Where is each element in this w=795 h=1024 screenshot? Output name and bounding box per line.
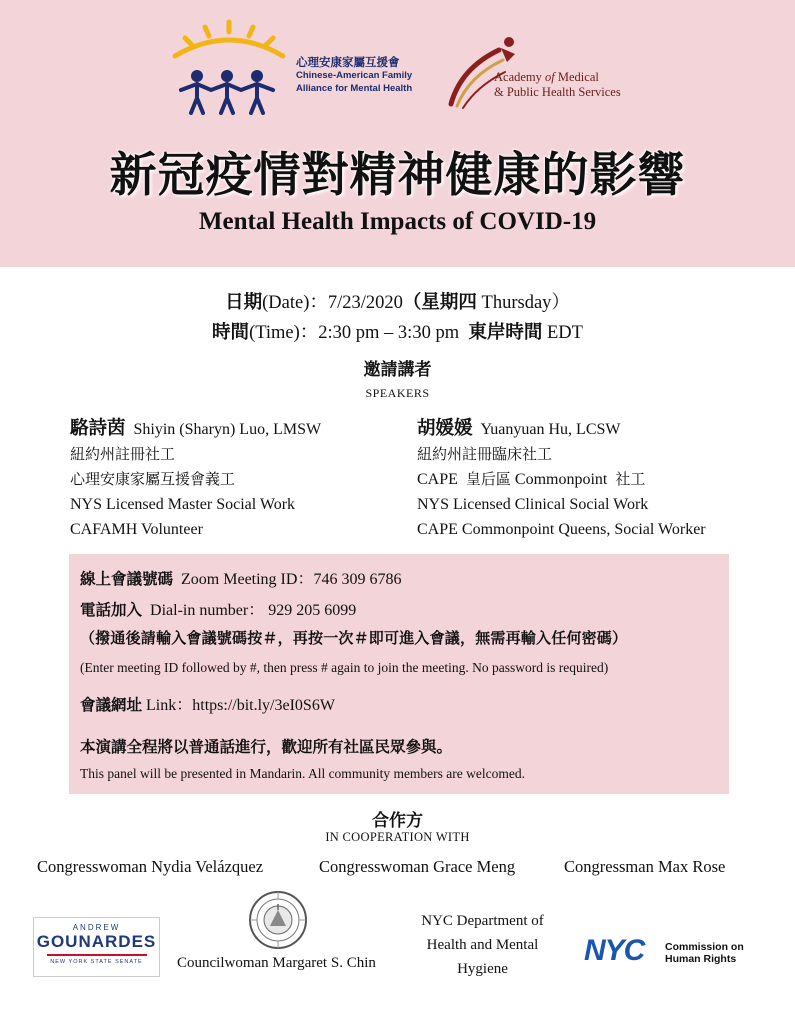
amphs-word-of: of <box>545 70 555 84</box>
gounardes-first-name: ANDREW <box>72 923 121 932</box>
chr-line-1: Commission on <box>665 941 744 953</box>
nyc-logo: NYC <box>584 934 645 967</box>
timezone-cn: 東岸時間 <box>468 322 543 343</box>
speaker-card <box>70 416 410 542</box>
dial-label-cn: 電話加入 <box>80 601 143 619</box>
speakers-heading-en: SPEAKERS <box>365 386 430 400</box>
zoom-label-cn: 線上會議號碼 <box>80 570 174 588</box>
date-value: 7/23/2020 <box>327 293 403 313</box>
language-note-en: This panel will be presented in Mandarin. All community members are welcomed. <box>80 766 526 781</box>
speaker-name-cn: 駱詩茵 <box>70 418 126 439</box>
speaker-name-en: Shiyin (Sharyn) Luo, LMSW <box>133 421 322 438</box>
amphs-name-line-1 <box>494 70 654 85</box>
affiliation-part: 社工 <box>615 470 646 488</box>
amphs-word-academy: Academy <box>494 70 546 84</box>
commission-human-rights <box>665 941 744 965</box>
amphs-word-medical: Medical <box>554 70 599 84</box>
doh-line-1: NYC Department of <box>421 913 544 929</box>
speaker-name-en: Yuanyuan Hu, LCSW <box>480 421 621 438</box>
gounardes-logo <box>33 917 160 977</box>
partner-name: Congressman Max Rose <box>564 857 726 876</box>
affiliation-part: CAPE <box>417 471 458 488</box>
speaker-title-en: NYS Licensed Clinical Social Work <box>417 496 649 513</box>
speaker-name <box>70 416 410 442</box>
cafamh-name-en-2: Alliance for Mental Health <box>296 83 413 94</box>
meeting-link[interactable]: https://bit.ly/3eI0S6W <box>192 697 335 714</box>
speaker-name <box>417 416 777 442</box>
amphs-name <box>494 70 654 100</box>
time-value: 2:30 pm – 3:30 pm <box>318 323 460 343</box>
dial-in-row <box>80 597 356 620</box>
affiliation-part: Commonpoint <box>514 471 608 488</box>
link-row <box>80 692 335 715</box>
time-label-cn: 時間 <box>212 322 250 343</box>
gounardes-last-name: GOUNARDES <box>36 932 157 951</box>
speakers-heading-cn: 邀請講者 <box>363 360 432 380</box>
doh-line-3: Hygiene <box>457 961 508 977</box>
speaker-title-cn: 紐約州註冊臨床社工 <box>417 445 553 463</box>
dial-number: 929 205 6099 <box>268 602 357 619</box>
councilwoman-chin: Councilwoman Margaret S. Chin <box>177 955 376 971</box>
zoom-id: 746 309 6786 <box>313 571 402 588</box>
time-line <box>0 318 795 344</box>
cafamh-name-en-1: Chinese-American Family <box>296 70 413 81</box>
doh-line-2: Health and Mental <box>426 937 539 953</box>
timezone-en: EDT <box>546 323 583 343</box>
speaker-affiliation-mixed <box>417 467 777 492</box>
partner-name: Congresswoman Nydia Velázquez <box>37 857 264 876</box>
gounardes-rule <box>47 954 147 956</box>
date-line <box>0 288 795 314</box>
speaker-title-cn: 紐約州註冊社工 <box>70 445 176 463</box>
title-en: Mental Health Impacts of COVID-19 <box>198 208 597 235</box>
dial-label-en: Dial-in number： <box>150 602 265 619</box>
instructions-en: (Enter meeting ID followed by #, then press # again to join the meeting. No password is required) <box>80 660 609 675</box>
time-label-en: (Time)： <box>249 323 319 343</box>
nyc-doh <box>410 909 555 981</box>
cafamh-logo-icon <box>165 18 293 118</box>
cafamh-name <box>296 56 436 95</box>
zoom-label-en: Zoom Meeting ID： <box>181 571 314 588</box>
speaker-name-cn: 胡媛媛 <box>417 418 473 439</box>
cafamh-name-cn: 心理安康家屬互援會 <box>296 55 400 69</box>
speaker-title-en: NYS Licensed Master Social Work <box>70 496 296 513</box>
speaker-affiliation-cn: 心理安康家屬互援會義工 <box>70 470 236 488</box>
date-label-en: (Date)： <box>262 293 328 313</box>
chr-line-2: Human Rights <box>665 953 737 965</box>
date-day-en: Thursday） <box>476 293 570 313</box>
affiliation-part: 皇后區 <box>465 470 511 488</box>
nyc-seal-icon <box>248 890 308 950</box>
title-cn: 新冠疫情對精神健康的影響 <box>109 148 686 203</box>
cooperation-heading-cn: 合作方 <box>372 811 423 831</box>
partner-name: Congresswoman Grace Meng <box>319 857 516 876</box>
language-note-cn: 本演講全程將以普通話進行，歡迎所有社區民眾參與。 <box>80 738 453 756</box>
date-day-cn: （星期四 <box>402 292 477 313</box>
amphs-name-line-2: & Public Health Services <box>494 85 621 99</box>
zoom-id-row <box>80 566 401 589</box>
speaker-affiliation-en: CAFAMH Volunteer <box>70 521 203 538</box>
cooperation-heading-en: IN COOPERATION WITH <box>325 830 470 844</box>
date-label-cn: 日期 <box>225 292 263 313</box>
link-label-cn: 會議網址 <box>80 696 143 714</box>
link-label-en: Link： <box>146 697 193 714</box>
gounardes-subtitle: NEW YORK STATE SENATE <box>50 959 143 965</box>
speaker-card <box>417 416 777 542</box>
speaker-affiliation-en: CAPE Commonpoint Queens, Social Worker <box>417 521 706 538</box>
instructions-cn: （撥通後請輸入會議號碼按＃，再按一次＃即可進入會議，無需再輸入任何密碼） <box>80 629 628 647</box>
